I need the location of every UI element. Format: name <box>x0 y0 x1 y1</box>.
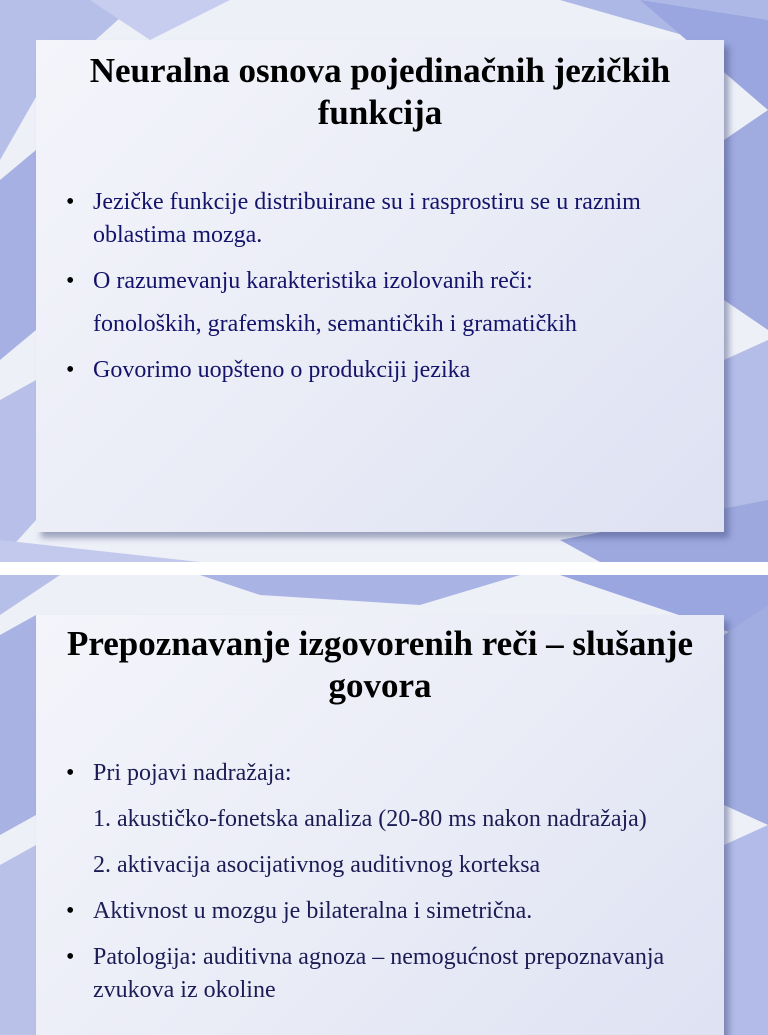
slide-1-item-4: • Govorimo uopšteno o produkciji jezika <box>66 354 706 387</box>
slide-2-item-1: • Pri pojavi nadražaja: <box>66 757 706 790</box>
slide-1-title: Neuralna osnova pojedinačnih jezičkih funkcija <box>89 51 671 132</box>
slide-2-title: Prepoznavanje izgovorenih reči – slušanje govora <box>66 624 694 705</box>
slide-2 <box>0 575 768 1035</box>
slide-1-item-1: • Jezičke funkcije distribuirane su i rasprostiru se u raznim oblastima mozga. <box>66 186 706 252</box>
slide-1-bullet-list <box>66 186 706 400</box>
slide-2-item-4: • Aktivnost u mozgu je bilateralna i simetrična. <box>66 895 706 928</box>
slide-1-item-3: fonoloških, grafemskih, semantičkih i gramatičkih <box>93 311 577 337</box>
slide-1-content-panel <box>36 40 724 532</box>
slide-2-item-3: 2. aktivacija asocijativnog auditivnog korteksa <box>93 852 541 878</box>
slide-1-item-2: • O razumevanju karakteristika izolovanih reči: <box>66 265 706 298</box>
slide-separator <box>0 562 768 575</box>
slide-2-item-5: • Patologija: auditivna agnoza – nemogućnost prepoznavanja zvukova iz okoline <box>66 941 706 1007</box>
slide-2-item-2: 1. akustičko-fonetska analiza (20-80 ms nakon nadražaja) <box>93 806 647 832</box>
slide-2-content-panel <box>36 615 724 1035</box>
slide-2-bullet-list <box>66 757 706 1020</box>
